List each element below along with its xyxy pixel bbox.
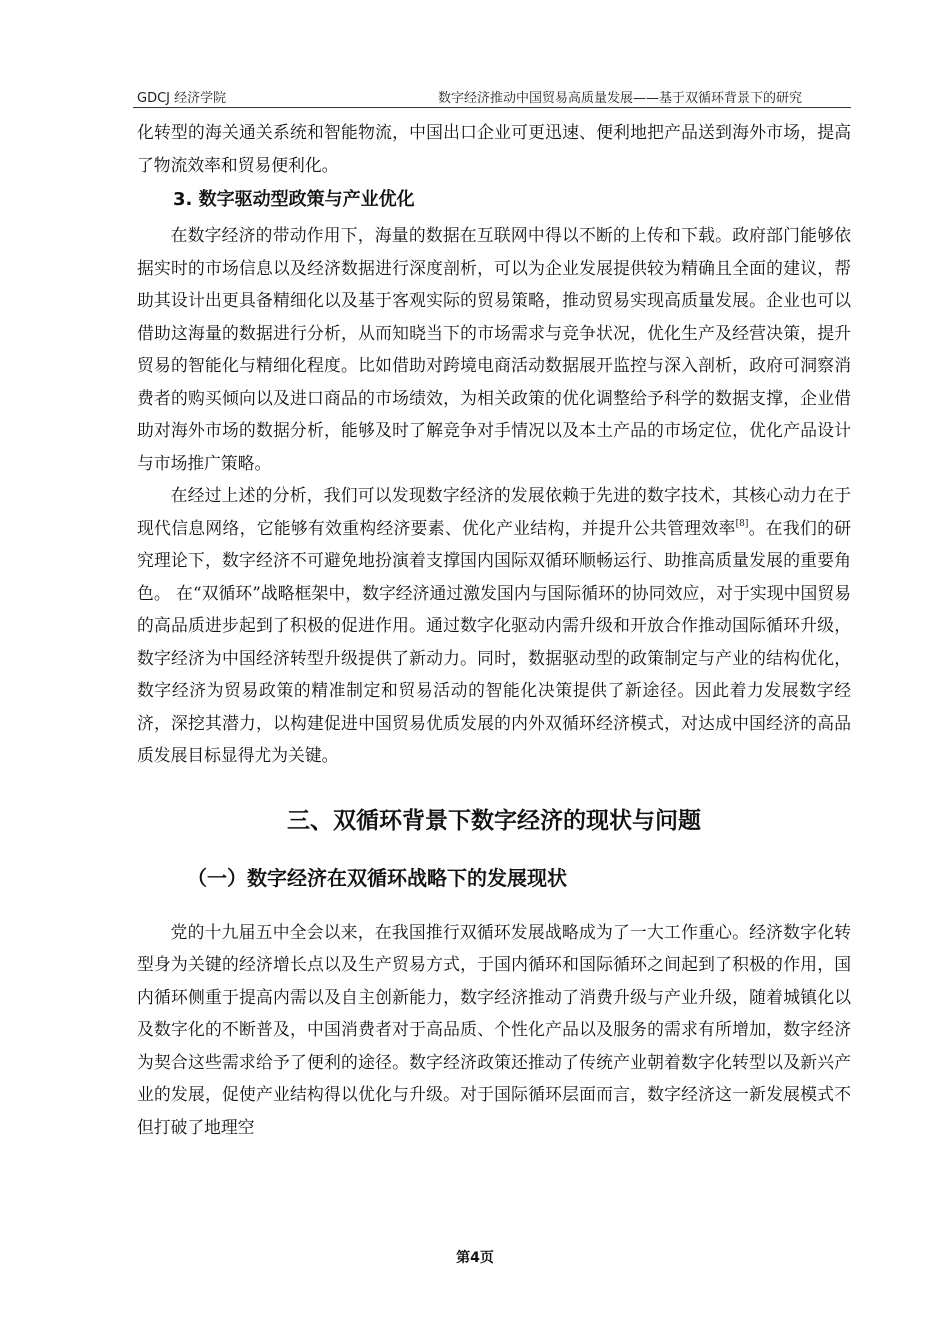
paragraph-continued: 化转型的海关通关系统和智能物流，中国出口企业可更迅速、便利地把产品送到海外市场，提高了物流效率和贸易便利化。 (137, 122, 851, 175)
paragraph-summary-part2: 。在我们的研究理论下，数字经济不可避免地扮演着支撑国内国际双循环顺畅运行、助推高质量发展的重要角色。 在“双循环”战略框架中，数字经济通过激发国内与国际循环的协同效应，对于实现中国贸易的高品质进步起到了积极的促进作用。通过数字化驱动内需升级和开放合作推动国际循环升级，数字经济为中国经济转型升级提供了新动力。同时，数据驱动型的政策制定与产业的结构优化，数字经济为贸易政策的精准制定和贸易活动的智能化决策提供了新途径。因此着力发展数字经济，深挖其潜力，以构建促进中国贸易优质发展的内外双循环经济模式，对达成中国经济的高品质发展目标显得尤为关键。 (137, 517, 851, 765)
header-left: GDCJ 经济学院 (137, 91, 227, 106)
paragraph-summary-part1: 在经过上述的分析，我们可以发现数字经济的发展依赖于先进的数字技术，其核心动力在于现代信息网络，它能够有效重构经济要素、优化产业结构，并提升公共管理效率 (137, 485, 851, 538)
page-number: 第4页 (456, 1250, 494, 1266)
paragraph-status: 党的十九届五中全会以来，在我国推行双循环发展战略成为了一大工作重心。经济数字化转型身为关键的经济增长点以及生产贸易方式，于国内循环和国际循环之间起到了积极的作用，国内循环侧重于提高内需以及自主创新能力，数字经济推动了消费升级与产业升级，随着城镇化以及数字化的不断普及，中国消费者对于高品质、个性化产品以及服务的需求有所增加，数字经济为契合这些需求给予了便利的途径。数字经济政策还推动了传统产业朝着数字化转型以及新兴产业的发展，促使产业结构得以优化与升级。对于国际循环层面而言，数字经济这一新发展模式不但打破了地理空 (137, 921, 851, 1137)
body-text (137, 116, 851, 1143)
header-divider (133, 107, 851, 108)
paragraph-data-policy: 在数字经济的带动作用下，海量的数据在互联网中得以不断的上传和下载。政府部门能够依据实时的市场信息以及经济数据进行深度剖析，可以为企业发展提供较为精确且全面的建议，帮助其设计出更具备精细化以及基于客观实际的贸易策略，推动贸易实现高质量发展。企业也可以借助这海量的数据进行分析，从而知晓当下的市场需求与竞争状况，优化生产及经营决策，提升贸易的智能化与精细化程度。比如借助对跨境电商活动数据展开监控与深入剖析，政府可洞察消费者的购买倾向以及进口商品的市场绩效，为相关政策的优化调整给予科学的数据支撑，企业借助对海外市场的数据分析，能够及时了解竞争对手情况以及本土产品的市场定位，优化产品设计与市场推广策略。 (137, 225, 851, 473)
subsection-heading: （一）数字经济在双循环战略下的发展现状 (187, 865, 567, 890)
header-title: 数字经济推动中国贸易高质量发展——基于双循环背景下的研究 (437, 91, 802, 106)
section-heading-3: 3. 数字驱动型政策与产业优化 (173, 189, 415, 210)
citation-reference[interactable]: [8] (735, 518, 749, 529)
chapter-heading: 三、双循环背景下数字经济的现状与问题 (287, 807, 701, 834)
paragraph-summary (137, 479, 851, 772)
